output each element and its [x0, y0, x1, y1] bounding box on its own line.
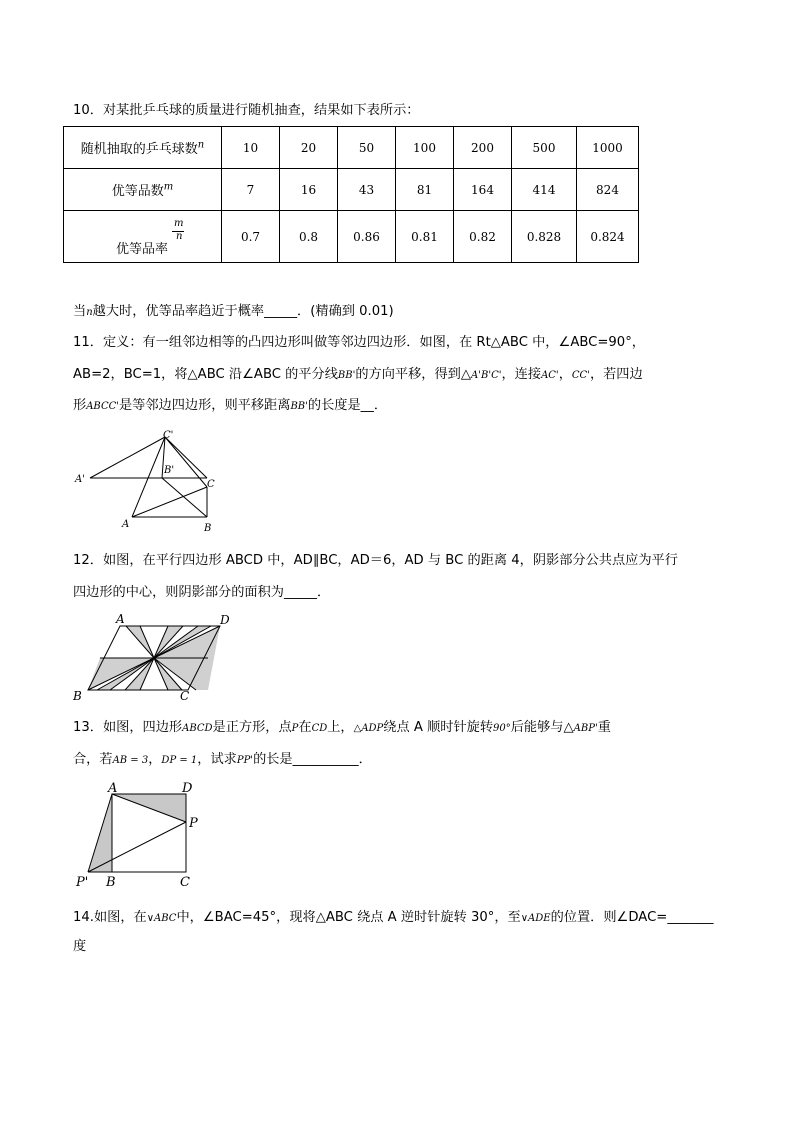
- n-cell: 10: [222, 127, 280, 169]
- q11-line3: 形ABCC'是等邻边四边形，则平移距离BB'的长度是__．: [73, 398, 388, 413]
- n-cell: 50: [338, 127, 396, 169]
- n-cell: 1000: [577, 127, 639, 169]
- label-c: C: [180, 689, 190, 703]
- q11-figure: [70, 425, 230, 537]
- label-c: C: [207, 479, 215, 490]
- label-b: B: [204, 523, 212, 534]
- label-b: B: [73, 689, 82, 703]
- q10-answer-blank[interactable]: _____: [264, 304, 298, 319]
- table-row: [64, 211, 639, 263]
- label-b-prime: B': [164, 465, 175, 476]
- q10-answer-line: 当n越大时，优等品率趋近于概率_____．(精确到 0.01): [73, 304, 394, 319]
- q12-line2: 四边形的中心，则阴影部分的面积为_____．: [73, 585, 331, 600]
- label-p: P: [189, 816, 198, 831]
- rate-cell: 0.7: [222, 211, 280, 263]
- m-cell: 7: [222, 169, 280, 211]
- rate-cell: 0.81: [396, 211, 454, 263]
- q14-answer-blank[interactable]: _______: [667, 910, 714, 925]
- m-cell: 824: [577, 169, 639, 211]
- label-c-prime: C': [163, 430, 174, 441]
- n-cell: 100: [396, 127, 454, 169]
- rate-cell: 0.8: [280, 211, 338, 263]
- q10-stem: 10．对某批乒乓球的质量进行随机抽查，结果如下表所示：: [73, 103, 420, 118]
- label-d: D: [182, 781, 193, 796]
- n-cell: 200: [454, 127, 512, 169]
- rate-cell: 0.86: [338, 211, 396, 263]
- m-cell: 43: [338, 169, 396, 211]
- q13-answer-blank[interactable]: __________: [292, 752, 359, 767]
- label-p-prime: P': [76, 875, 89, 890]
- q13-line1: 13．如图，四边形ABCD是正方形，点P在CD上，△ADP绕点 A 顺时针旋转90°后能够与△ABP'重: [73, 720, 611, 735]
- table-row: [64, 127, 639, 169]
- row-label-rate: m n 优等品率: [64, 211, 222, 263]
- m-cell: 414: [512, 169, 577, 211]
- q14-line2: 度: [73, 939, 87, 954]
- label-a: A: [122, 519, 130, 530]
- q13-figure: [68, 778, 218, 890]
- m-cell: 164: [454, 169, 512, 211]
- n-cell: 500: [512, 127, 577, 169]
- table-row: [64, 169, 639, 211]
- row-label-n: 随机抽取的乒乓球数$^n$: [64, 127, 222, 169]
- q11-line1: 11．定义：有一组邻边相等的凸四边形叫做等邻边四边形．如图，在 Rt△ABC 中，∠ABC=90°，: [73, 335, 645, 350]
- q10-table: [63, 126, 639, 263]
- label-a: A: [108, 781, 118, 796]
- q11-line2: AB=2，BC=1，将△ABC 沿∠ABC 的平分线BB'的方向平移，得到△A'B'C'，连接AC'，CC'，若四边: [73, 367, 643, 382]
- label-b: B: [106, 875, 116, 890]
- label-d: D: [220, 613, 230, 627]
- m-cell: 16: [280, 169, 338, 211]
- q14-line1: 14.如图，在∨ABC中，∠BAC=45°，现将△ABC 绕点 A 逆时针旋转 30°，至∨ADE的位置．则∠DAC=_______: [73, 910, 714, 925]
- q12-answer-blank[interactable]: _____: [284, 585, 317, 600]
- q12-line1: 12．如图，在平行四边形 ABCD 中，AD∥BC，AD＝6，AD 与 BC 的距离 4，阴影部分公共点应为平行: [73, 553, 678, 568]
- q11-answer-blank[interactable]: __: [360, 398, 374, 413]
- label-a-prime: A': [75, 474, 85, 485]
- label-c: C: [180, 875, 190, 890]
- q12-figure: [68, 610, 240, 704]
- m-cell: 81: [396, 169, 454, 211]
- q13-line2: 合，若AB = 3，DP = 1，试求PP'的长是__________．: [73, 752, 372, 767]
- n-cell: 20: [280, 127, 338, 169]
- rate-cell: 0.824: [577, 211, 639, 263]
- label-a: A: [116, 612, 125, 626]
- rate-cell: 0.82: [454, 211, 512, 263]
- row-label-m: 优等品数$^m$: [64, 169, 222, 211]
- rate-cell: 0.828: [512, 211, 577, 263]
